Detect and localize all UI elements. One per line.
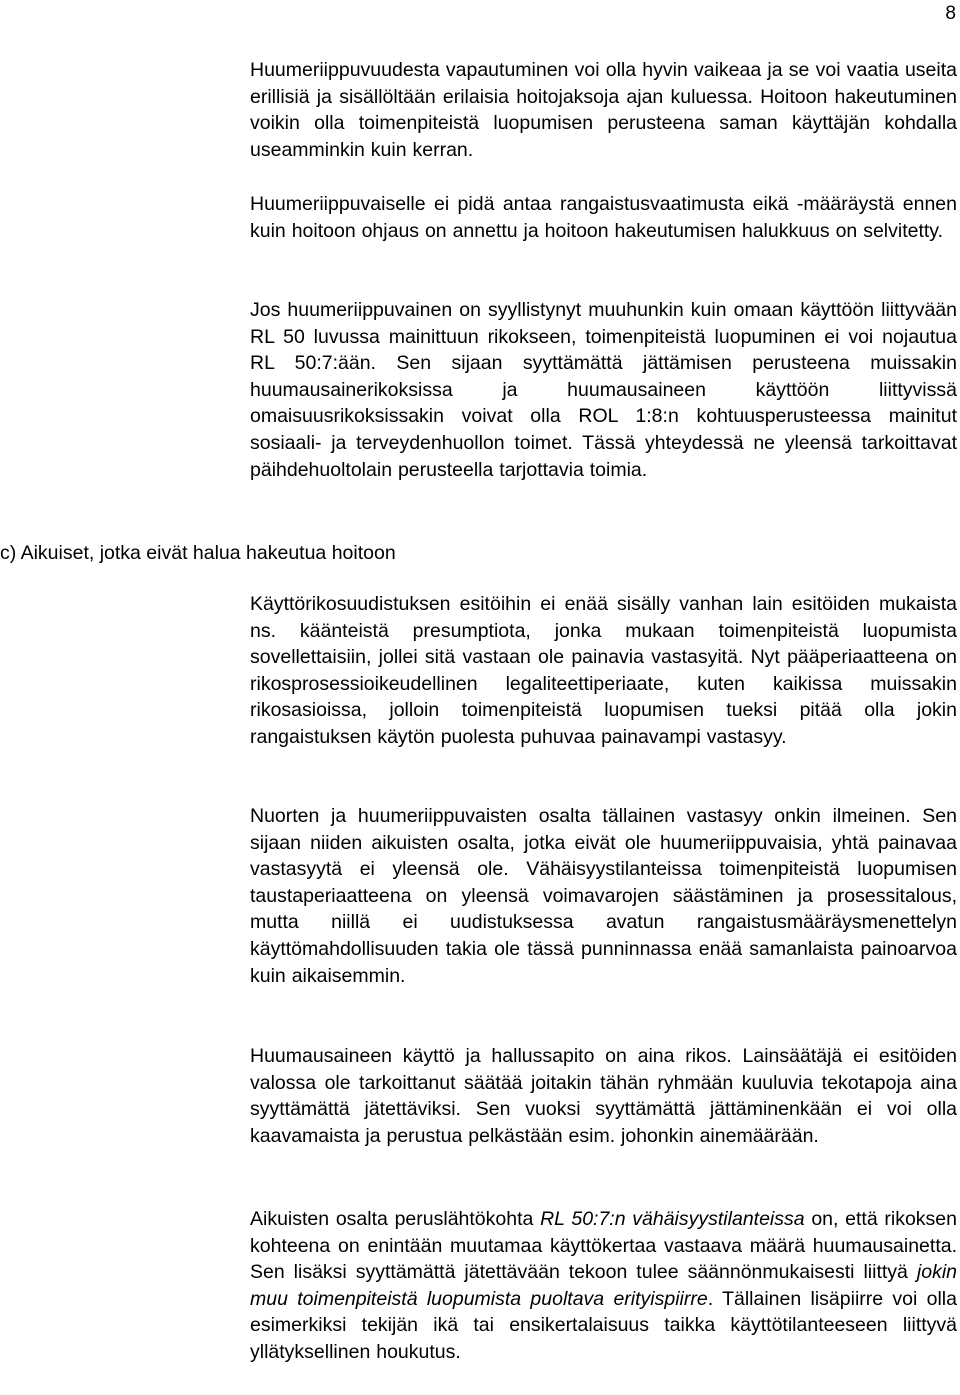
paragraph-7-emphasis-1: RL 50:7:n vähäisyystilanteissa (540, 1208, 805, 1230)
paragraph-7-text-3: . Tällainen lisäpiirre voi olla esimerkiksi tekijän ikä tai ensikertalaisuus taikka käyttötilanteeseen liittyvä yllätyksellinen houkutus. (250, 1287, 957, 1363)
section-heading: c) Aikuiset, jotka eivät halua hakeutua hoitoon (0, 542, 396, 564)
paragraph-7-text-1: Aikuisten osalta peruslähtökohta (250, 1208, 541, 1230)
paragraph-3: Jos huumeriippuvainen on syyllistynyt muuhunkin kuin omaan käyttöön liittyvään RL 50 luvussa mainittuun rikokseen, toimenpiteistä luopuminen ei voi nojautua RL 50:7:ään. Sen sijaan syyttämättä jättämisen perusteena muissakin huumausainerikoksissa ja huumausaineen käyttöön liittyvissä omaisuusrikoksissakin voivat olla ROL 1:8:n kohtuusperusteessa mainitut sosiaali- ja terveydenhuollon toimet. Tässä yhteydessä ne yleensä tarkoittavat päihdehuoltolain perusteella tarjottavia toimia. (250, 299, 957, 481)
paragraph-7 (250, 1206, 957, 1366)
page-number: 8 (945, 3, 956, 24)
paragraph-6: Huumausaineen käyttö ja hallussapito on aina rikos. Lainsäätäjä ei esitöiden valossa ole tarkoittanut säätää joitakin tähän ryhmään kuuluvia tekotapoja aina syyttämättä jätettäviksi. Sen vuoksi syyttämättä jättäminenkään ei voi olla kaavamaista ja perustua pelkästään esim. johonkin ainemäärään. (250, 1045, 957, 1147)
paragraph-2: Huumeriippuvaiselle ei pidä antaa rangaistusvaatimusta eikä -määräystä ennen kuin hoitoon ohjaus on annettu ja hoitoon hakeutumisen halukkuus on selvitetty. (250, 193, 957, 242)
paragraph-5: Nuorten ja huumeriippuvaisten osalta tällainen vastasyy onkin ilmeinen. Sen sijaan niiden aikuisten osalta, jotka eivät ole huumeriippuvaisia, yhtä painavaa vastasyytä ei yleensä ole. Vähäisyystilanteissa toimenpiteistä luopumisen taustaperiaatteena on yleensä voimavarojen säästäminen ja prosessitalous, mutta niillä ei uudistuksessa avatun rangaistusmääräysmenettelyn käyttömahdollisuuden takia ole tässä punninnassa enää samanlaista painoarvoa kuin aikaisemmin. (250, 805, 957, 987)
paragraph-1: Huumeriippuvuudesta vapautuminen voi olla hyvin vaikeaa ja se voi vaatia useita erillisiä ja sisällöltään erilaisia hoitojaksoja ajan kuluessa. Hoitoon hakeutuminen voikin olla toimenpiteistä luopumisen perusteena saman käyttäjän kohdalla useamminkin kuin kerran. (250, 59, 957, 161)
paragraph-4: Käyttörikosuudistuksen esitöihin ei enää sisälly vanhan lain esitöiden mukaista ns. käänteistä presumptiota, jonka mukaan toimenpiteistä luopumista sovellettaisiin, jollei sitä vastaan ole painavia vastasyitä. Nyt pääperiaatteena on rikosprosessioikeudellinen legaliteettiperiaate, kuten kaikissa muissakin rikosasioissa, jolloin toimenpiteistä luopumisen tueksi pitää olla jokin rangaistuksen käytön puolesta puhuvaa painavampi vastasyy. (250, 593, 957, 748)
paragraph-7-emphasis-2: jokin muu toimenpiteistä luopumista puoltava erityispiirre (250, 1261, 957, 1310)
paragraph-7-text-2: on, että rikoksen kohteena on enintään muutamaa käyttökertaa vastaava määrä huumausainetta. Sen lisäksi syyttämättä jätettävään tekoon tulee säännönmukaisesti liittyä (250, 1208, 957, 1284)
